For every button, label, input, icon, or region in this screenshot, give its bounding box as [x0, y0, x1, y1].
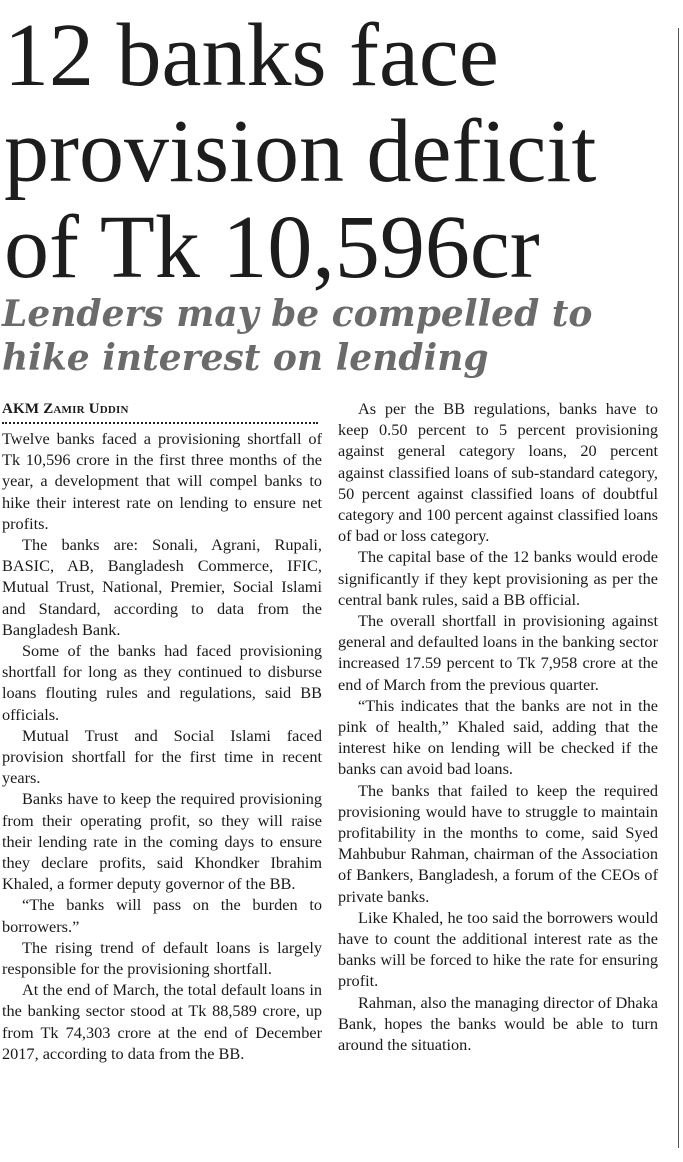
paragraph: Rahman, also the managing director of Dhaka Bank, hopes the banks would be able to turn around the situation.: [338, 992, 658, 1055]
article-column-right: [338, 398, 658, 1055]
paragraph: “The banks will pass on the burden to borrowers.”: [2, 895, 322, 936]
paragraph: The banks are: Sonali, Agrani, Rupali, BASIC, AB, Bangladesh Commerce, IFIC, Mutual Trust, National, Premier, Social Islami and Standard, according to data from the Bangladesh Bank.: [2, 535, 322, 639]
article-column-left: [2, 398, 322, 1064]
headline-line: 12 banks face: [4, 6, 499, 105]
subheadline: [2, 292, 672, 380]
paragraph: The capital base of the 12 banks would erode significantly if they kept provisioning as per the central bank rules, said a BB official.: [338, 547, 658, 609]
byline-divider: [2, 422, 318, 424]
paragraph: Like Khaled, he too said the borrowers would have to count the additional interest rate as the banks will be forced to hike the rate for ensuring profit.: [338, 907, 658, 991]
byline: AKM Zamir Uddin: [2, 401, 129, 417]
paragraph: The overall shortfall in provisioning against general and defaulted loans in the banking sector increased 17.59 percent to Tk 7,958 crore at the end of March from the previous quarter.: [338, 611, 658, 694]
headline: [4, 8, 676, 296]
headline-line: provision deficit: [4, 102, 597, 201]
column-rule: [678, 28, 679, 1148]
paragraph: “This indicates that the banks are not in the pink of health,” Khaled said, adding that the interest hike on lending will be checked if the banks can avoid bad loans.: [338, 695, 658, 779]
headline-line: of Tk 10,596cr: [4, 198, 540, 297]
subheadline-line: hike interest on lending: [2, 337, 489, 379]
paragraph: As per the BB regulations, banks have to keep 0.50 percent to 5 percent provisioning against general category loans, 20 percent against classified loans of sub-standard category, 50 percent against classified loans of doubtful category and 100 percent against classified loans of bad or loss category.: [338, 399, 658, 546]
paragraph: Mutual Trust and Social Islami faced provision shortfall for the first time in recent years.: [2, 725, 322, 788]
subheadline-line: Lenders may be compelled to: [2, 293, 593, 335]
paragraph: At the end of March, the total default loans in the banking sector stood at Tk 88,589 crore, up from Tk 74,303 crore at the end of December 2017, according to data from the BB.: [2, 980, 322, 1063]
paragraph: The banks that failed to keep the required provisioning would have to struggle to maintain profitability in the months to come, said Syed Mahbubur Rahman, chairman of the Association of Bankers, Bangladesh, a forum of the CEOs of private banks.: [338, 780, 658, 906]
paragraph: Twelve banks faced a provisioning shortfall of Tk 10,596 crore in the first three months of the year, a development that will compel banks to hike their interest rate on lending to ensure net profits.: [2, 429, 322, 533]
paragraph: The rising trend of default loans is largely responsible for the provisioning shortfall.: [2, 937, 322, 979]
paragraph: Some of the banks had faced provisioning shortfall for long as they continued to disburse loans flouting rules and regulations, said BB officials.: [2, 641, 322, 724]
paragraph: Banks have to keep the required provisioning from their operating profit, so they will raise their lending rate in the coming days to ensure they declare profits, said Khondker Ibrahim Khaled, a former deputy governor of the BB.: [2, 789, 322, 894]
